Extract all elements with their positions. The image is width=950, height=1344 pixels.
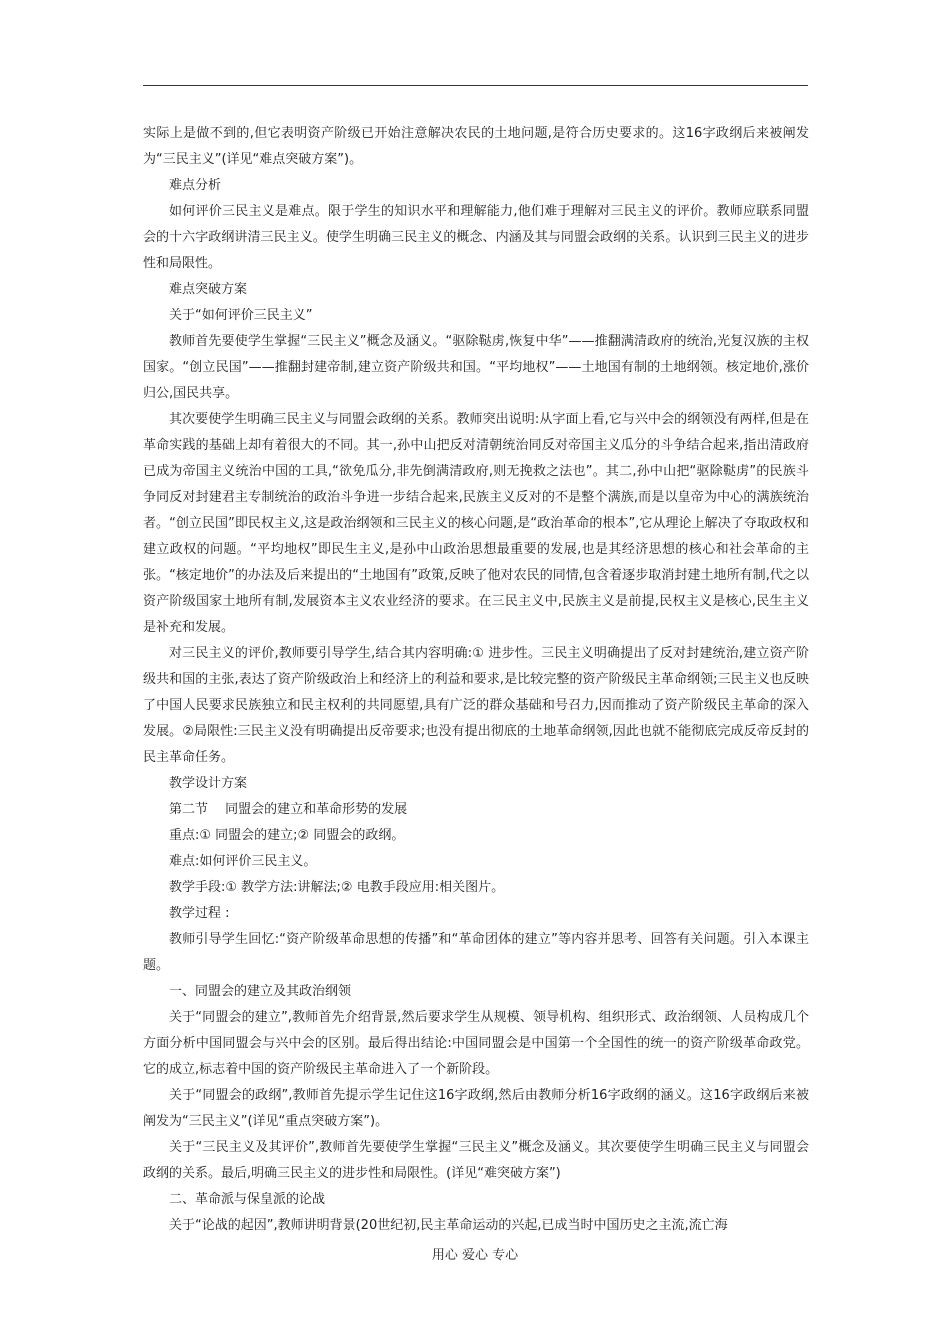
paragraph: 教师首先要使学生掌握“三民主义”概念及涵义。“驱除鞑虏,恢复中华”——推翻满清政府的统治,光复汉族的主权国家。“创立民国”——推翻封建帝制,建立资产阶级共和国。“平均地权”——土地国有制的土地纲领。核定地价,涨价归公,国民共享。 (143, 334, 809, 401)
paragraph: 教学手段:① 教学方法:讲解法;② 电教手段应用:相关图片。 (169, 880, 505, 895)
paragraph: 关于“三民主义及其评价”,教师首先要使学生掌握“三民主义”概念及涵义。其次要使学生明确三民主义与同盟会政纲的关系。最后,明确三民主义的进步性和局限性。(详见“难突破方案”) (143, 1140, 809, 1181)
paragraph: 关于“同盟会的政纲”,教师首先提示学生记住这16字政纲,然后由教师分析16字政纲的涵义。这16字政纲后来被阐发为“三民主义”(详见“重点突破方案”)。 (143, 1088, 809, 1129)
paragraph: 第二节 同盟会的建立和革命形势的发展 (169, 802, 408, 817)
paragraph: 如何评价三民主义是难点。限于学生的知识水平和理解能力,他们难于理解对三民主义的评价。教师应联系同盟会的十六字政纲讲清三民主义。使学生明确三民主义的概念、内涵及其与同盟会政纲的关系。认识到三民主义的进步性和局限性。 (143, 204, 809, 271)
paragraph: 一、同盟会的建立及其政治纲领 (169, 984, 352, 999)
paragraph: 二、革命派与保皇派的论战 (169, 1192, 326, 1207)
paragraph: 重点:① 同盟会的建立;② 同盟会的政纲。 (169, 828, 405, 843)
paragraph: 难点分析 (169, 178, 222, 193)
paragraph: 教学过程 : (169, 906, 230, 921)
paragraph: 教学设计方案 (169, 776, 248, 791)
paragraph: 其次要使学生明确三民主义与同盟会政纲的关系。教师突出说明:从字面上看,它与兴中会的纲领没有两样,但是在革命实践的基础上却有着很大的不同。其一,孙中山把反对清朝统治同反对帝国主义瓜分的斗争结合起来,指出清政府已成为帝国主义统治中国的工具,“欲免瓜分,非先倒满清政府,则无挽救之法也”。其二,孙中山把“驱除鞑虏”的民族斗争同反对封建君主专制统治的政治斗争进一步结合起来,民族主义反对的不是整个满族,而是以皇帝为中心的满族统治者。“创立民国”即民权主义,这是政治纲领和三民主义的核心问题,是“政治革命的根本”,它从理论上解决了夺取政权和建立政权的问题。“平均地权”即民生主义,是孙中山政治思想最重要的发展,也是其经济思想的核心和社会革命的主张。“核定地价”的办法及后来提出的“土地国有”政策,反映了他对农民的同情,包含着逐步取消封建土地所有制,代之以资产阶级国家土地所有制,发展资本主义农业经济的要求。在三民主义中,民族主义是前提,民权主义是核心,民生主义是补充和发展。 (143, 412, 809, 635)
paragraph: 关于“论战的起因”,教师讲明背景(20世纪初,民主革命运动的兴起,已成当时中国历史之主流,流亡海 (169, 1218, 728, 1233)
paragraph: 实际上是做不到的,但它表明资产阶级已开始注意解决农民的土地问题,是符合历史要求的。这16字政纲后来被阐发为“三民主义”(详见“难点突破方案”)。 (143, 126, 809, 167)
document-body (143, 121, 809, 1239)
paragraph: 关于“同盟会的建立”,教师首先介绍背景,然后要求学生从规模、领导机构、组织形式、政治纲领、人员构成几个方面分析中国同盟会与兴中会的区别。最后得出结论:中国同盟会是中国第一个全国性的统一的资产阶级革命政党。它的成立,标志着中国的资产阶级民主革命进入了一个新阶段。 (143, 1010, 809, 1077)
paragraph: 难点突破方案 (169, 282, 248, 297)
paragraph: 对三民主义的评价,教师要引导学生,结合其内容明确:① 进步性。三民主义明确提出了反对封建统治,建立资产阶级共和国的主张,表达了资产阶级政治上和经济上的利益和要求,是比较完整的资产阶级民主革命纲领;三民主义也反映了中国人民要求民族独立和民主权利的共同愿望,具有广泛的群众基础和号召力,因而推动了资产阶级民主革命的深入发展。②局限性:三民主义没有明确提出反帝要求;也没有提出彻底的土地革命纲领,因此也就不能彻底完成反帝反封的民主革命任务。 (143, 646, 809, 765)
paragraph: 教师引导学生回忆:“资产阶级革命思想的传播”和“革命团体的建立”等内容并思考、回答有关问题。引入本课主题。 (143, 932, 809, 973)
page-footer: 用心 爱心 专心 (431, 1248, 519, 1263)
paragraph: 关于“如何评价三民主义” (169, 308, 313, 323)
paragraph: 难点:如何评价三民主义。 (169, 854, 317, 869)
header-rule (143, 85, 808, 86)
